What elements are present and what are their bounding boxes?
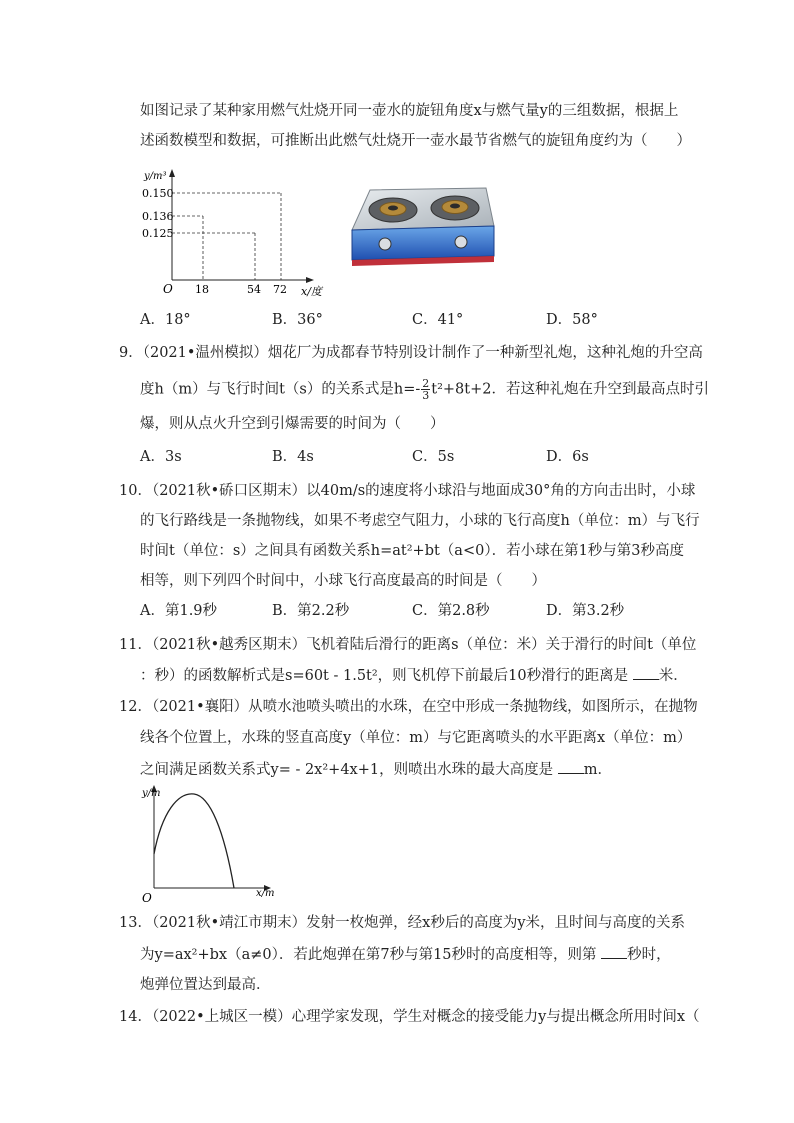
q8-chart-origin: O xyxy=(163,282,173,296)
q10-line-3: 时间t（单位：s）之间具有函数关系h=at²+bt（a<0）．若小球在第1秒与第3秒高度 xyxy=(140,543,685,559)
q9-frac-den: 3 xyxy=(422,389,430,402)
q9-frac-num: 2 xyxy=(422,377,430,390)
q12-chart-xlabel: x/m xyxy=(256,888,275,899)
q8-option-c[interactable]: C．41° xyxy=(412,312,464,328)
q12-line-2: 线各个位置上，水珠的竖直高度y（单位：m）与它距离喷头的水平距离x（单位：m） xyxy=(140,730,692,746)
q10-option-b[interactable]: B．第2.2秒 xyxy=(272,603,350,619)
q10-line-1: 10．（2021秋•硚口区期末）以40m/s的速度将小球沿与地面成30°角的方向击出时，小球 xyxy=(119,483,696,499)
q8-chart xyxy=(138,165,338,300)
q8-ytick-0136: 0.136 xyxy=(142,210,174,223)
q9-line-2-text: 度h（m）与飞行时间t（s）的关系式是 xyxy=(140,381,394,398)
q13-line-1: 13．（2021秋•靖江市期末）发射一枚炮弹，经x秒后的高度为y米，且时间与高度的关系 xyxy=(119,915,686,931)
q8-xtick-18: 18 xyxy=(195,283,209,296)
q8-line-1: 如图记录了某种家用燃气灶烧开同一壶水的旋钮角度x与燃气量y的三组数据，根据上 xyxy=(140,103,679,119)
q9-formula-right: t²+8t+2 xyxy=(431,381,492,398)
q9-line-1: 9．（2021•温州模拟）烟花厂为成都春节特别设计制作了一种新型礼炮，这种礼炮的升空高 xyxy=(119,345,703,361)
q12-answer-blank[interactable] xyxy=(558,759,584,774)
q14-line-1: 14．（2022•上城区一模）心理学家发现，学生对概念的接受能力y与提出概念所用时间x（ xyxy=(119,1009,700,1025)
q11-line-2-text: ：秒）的函数解析式是s=60t - 1.5t²，则飞机停下前最后10秒滑行的距离是 xyxy=(140,668,629,684)
q9-formula-left: h=- xyxy=(393,381,421,398)
q13-line-2-text: 为y=ax²+bx（a≠0）．若此炮弹在第7秒与第15秒时的高度相等，则第 xyxy=(140,947,597,963)
q9-fraction xyxy=(421,378,430,401)
q13-line-3: 炮弹位置达到最高． xyxy=(140,977,271,993)
q9-option-b[interactable]: B．4s xyxy=(272,449,314,465)
q13-line-2 xyxy=(140,944,671,965)
q8-chart-ylabel: y/m³ xyxy=(144,171,167,182)
q10-options xyxy=(140,601,660,621)
q9-option-a[interactable]: A．3s xyxy=(140,449,182,465)
q10-option-a[interactable]: A．第1.9秒 xyxy=(140,603,218,619)
q9-line-2 xyxy=(140,378,709,401)
q12-line-3-text: 之间满足函数关系式y= - 2x²+4x+1，则喷出水珠的最大高度是 xyxy=(140,762,554,778)
q8-line-2: 述函数模型和数据，可推断出此燃气灶烧开一壶水最节省燃气的旋钮角度约为（ ） xyxy=(140,133,691,149)
gas-stove-image xyxy=(348,186,498,268)
q12-chart-ylabel: y/m xyxy=(142,788,161,799)
q8-option-b[interactable]: B．36° xyxy=(272,312,323,328)
q8-option-a[interactable]: A．18° xyxy=(140,312,191,328)
q12-parabola-chart xyxy=(138,784,288,906)
q12-line-1: 12．（2021•襄阳）从喷水池喷头喷出的水珠，在空中形成一条抛物线，如图所示，在抛物 xyxy=(119,699,698,715)
q11-line-2-end: 米． xyxy=(658,668,688,684)
q11-line-1: 11．（2021秋•越秀区期末）飞机着陆后滑行的距离s（单位：米）关于滑行的时间t（单位 xyxy=(119,637,697,653)
q12-line-3 xyxy=(140,759,612,780)
q9-options xyxy=(140,447,660,467)
q10-option-c[interactable]: C．第2.8秒 xyxy=(412,603,490,619)
q11-line-2 xyxy=(140,665,688,686)
q9-line-3: 爆，则从点火升空到引爆需要的时间为（ ） xyxy=(140,416,445,432)
q9-option-d[interactable]: D．6s xyxy=(546,449,589,465)
q13-answer-blank[interactable] xyxy=(601,944,627,959)
q10-line-2: 的飞行路线是一条抛物线，如果不考虑空气阻力，小球的飞行高度h（单位：m）与飞行 xyxy=(140,513,700,529)
q10-line-4: 相等，则下列四个时间中，小球飞行高度最高的时间是（ ） xyxy=(140,573,546,589)
q13-line-2-end: 秒时， xyxy=(627,947,671,963)
q11-answer-blank[interactable] xyxy=(633,665,659,680)
q12-chart-origin: O xyxy=(142,891,152,905)
q8-ytick-0125: 0.125 xyxy=(142,227,174,240)
q8-option-d[interactable]: D．58° xyxy=(546,312,598,328)
q9-option-c[interactable]: C．5s xyxy=(412,449,455,465)
q12-line-3-end: m． xyxy=(583,762,612,778)
q8-xtick-54: 54 xyxy=(247,283,261,296)
q10-option-d[interactable]: D．第3.2秒 xyxy=(546,603,625,619)
q9-line-2-end: ．若这种礼炮在升空到最高点时引 xyxy=(491,381,709,398)
q8-chart-xlabel: x/度 xyxy=(301,285,322,298)
q8-xtick-72: 72 xyxy=(273,283,287,296)
q8-ytick-0150: 0.150 xyxy=(142,187,174,200)
q8-options xyxy=(140,310,660,330)
